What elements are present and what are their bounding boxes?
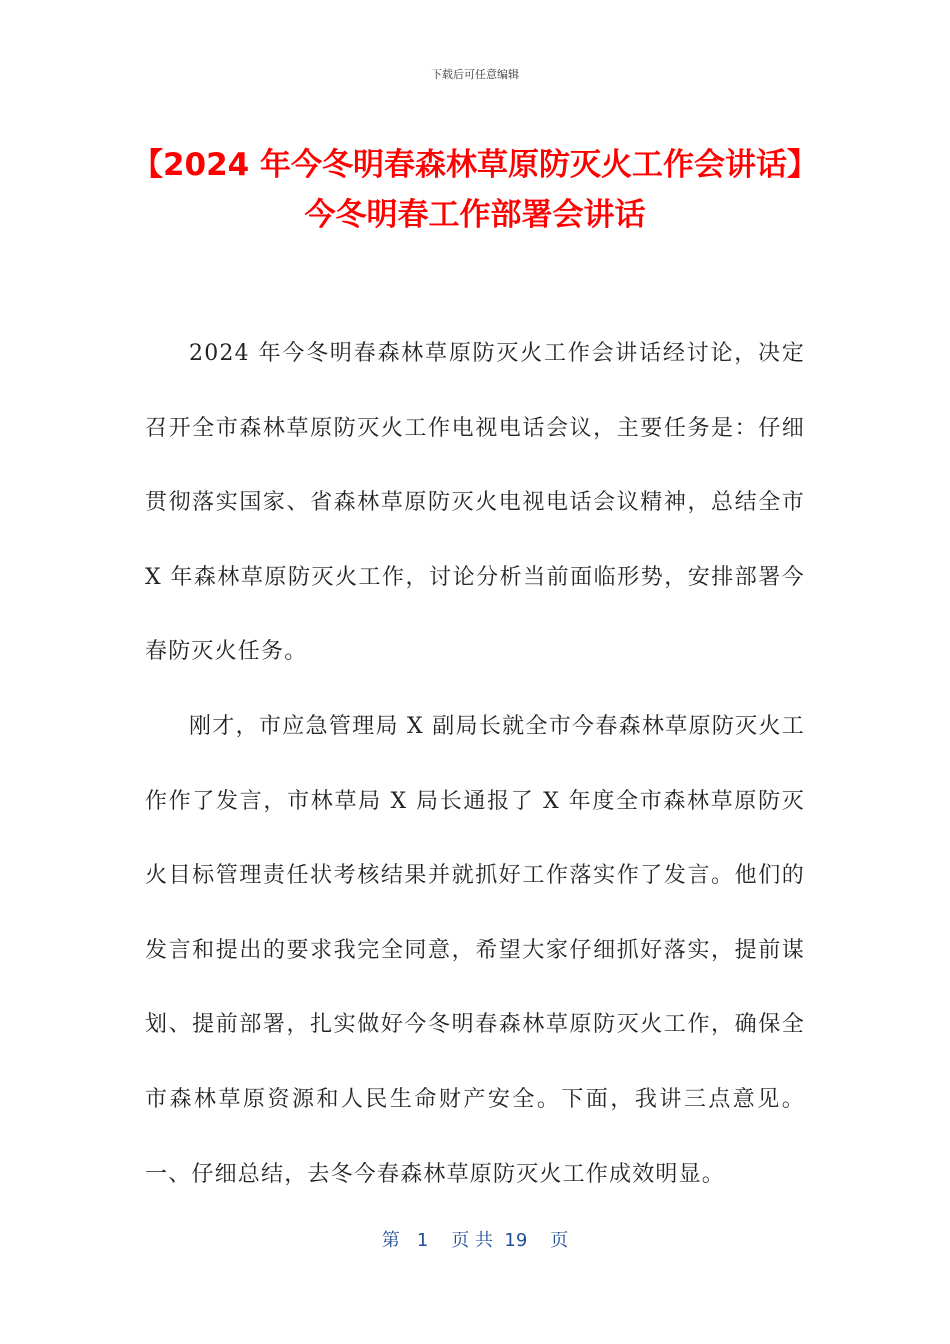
body-paragraph: 2024 年今冬明春森林草原防灭火工作会讲话经讨论，决定召开全市森林草原防灭火工作电视电话会议，主要任务是：仔细贯彻落实国家、省森林草原防灭火电视电话会议精神，总结全市 X 年森林草原防灭火工作，讨论分析当前面临形势，安排部署今春防灭火任务。 bbox=[145, 341, 805, 665]
body-paragraph: 刚才，市应急管理局 X 副局长就全市今春森林草原防灭火工作作了发言，市林草局 X 局长通报了 X 年度全市森林草原防灭火目标管理责任状考核结果并就抓好工作落实作了发言。他们的发言和提出的要求我完全同意，希望大家仔细抓好落实，提前谋划、提前部署，扎实做好今冬明春森林草原防灭火工作，确保全市森林草原资源和人民生命财产安全。下面，我讲三点意见。一、仔细总结，去冬今春森林草原防灭火工作成效明显。 bbox=[145, 713, 805, 1187]
document-title: 【2024 年今冬明春森林草原防灭火工作会讲话】 今冬明春工作部署会讲话 bbox=[131, 147, 819, 233]
header-note: 下载后可任意编辑 bbox=[431, 68, 519, 81]
document-body bbox=[145, 317, 805, 1212]
page-number-footer: 第 1 页 共 19 页 bbox=[381, 1230, 569, 1251]
